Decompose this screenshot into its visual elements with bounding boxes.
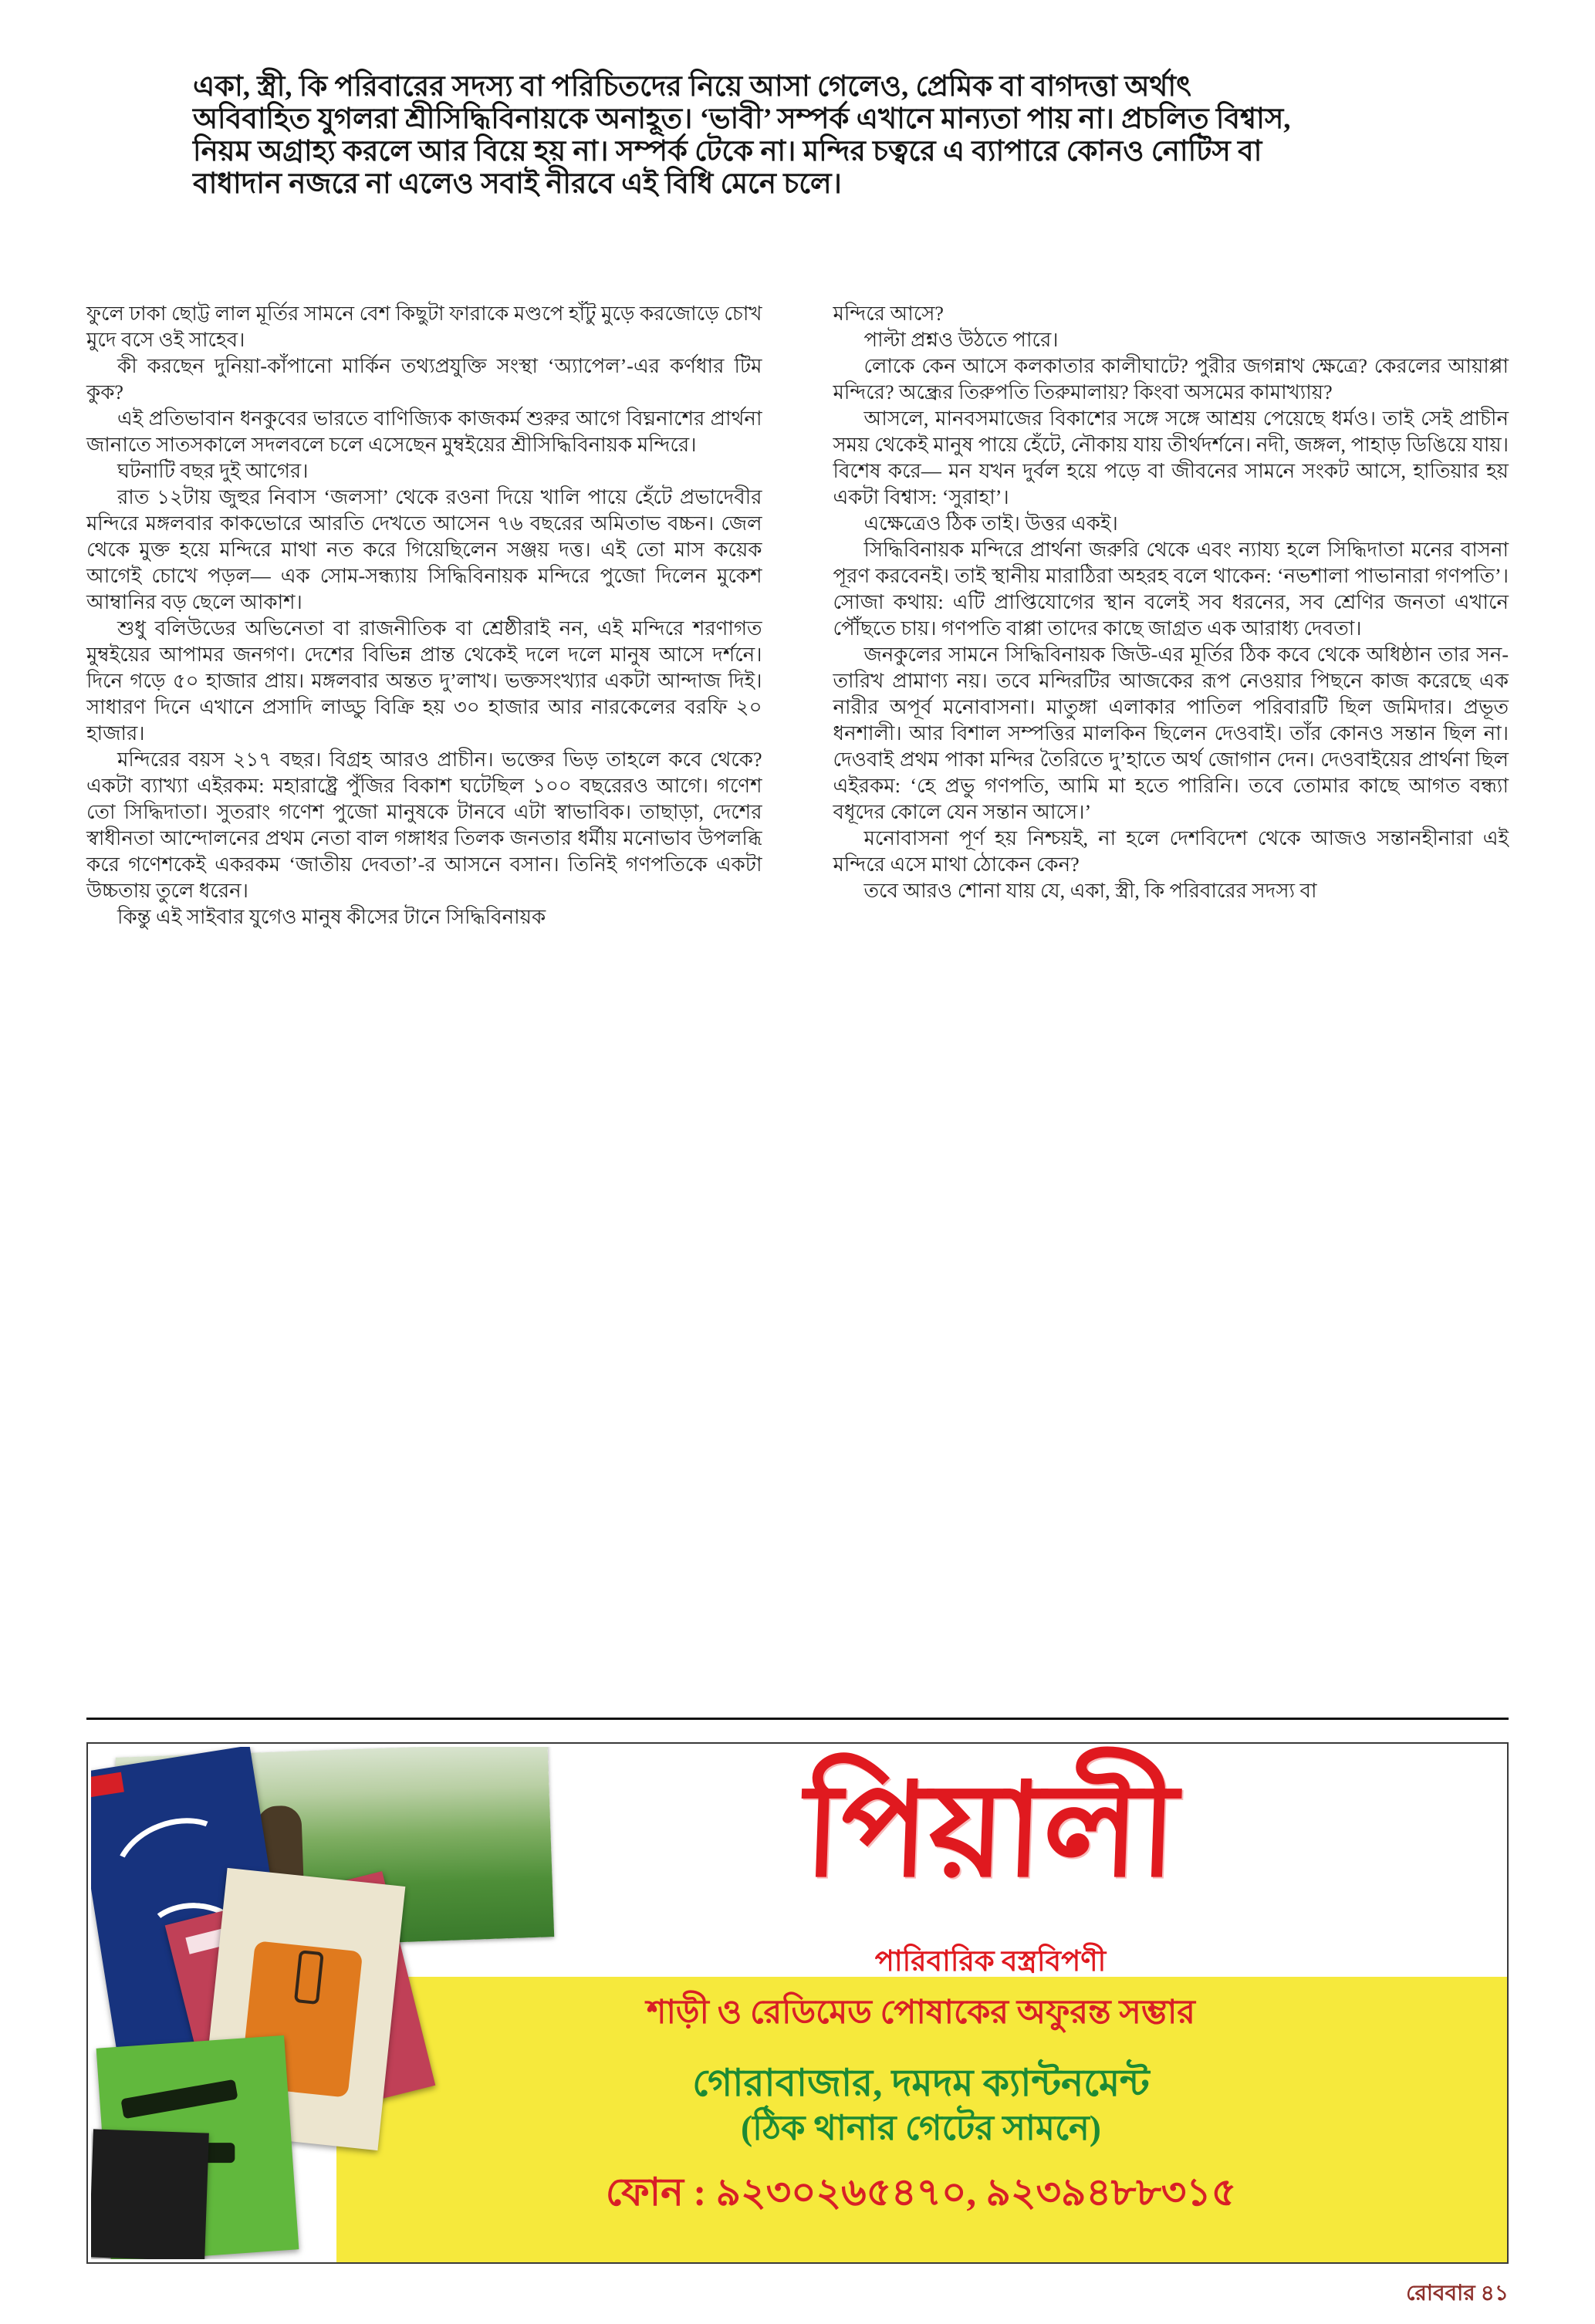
- ad-title: পিয়ালী: [801, 1760, 1180, 1903]
- ad-address-line2: (ঠিক থানার গেটের সামনে): [741, 2109, 1101, 2147]
- article-paragraph: কিন্তু এই সাইবার যুগেও মানুষ কীসের টানে সিদ্ধিবিনায়ক: [117, 906, 546, 928]
- article-paragraph: ফুলে ঢাকা ছোট্ট লাল মূর্তির সামনে বেশ কিছুটা ফারাকে মণ্ডপে হাঁটু মুড়ে করজোড়ে চোখ মুদে বসে ওই সাহেব।: [86, 302, 762, 351]
- book-cover-black: [91, 2129, 209, 2259]
- left-column: [86, 301, 762, 931]
- article-body: [86, 301, 1509, 931]
- article-paragraph: পাল্টা প্রশ্নও উঠতে পারে।: [863, 329, 1059, 351]
- section-divider: [86, 1718, 1509, 1720]
- article-paragraph: জনকুলের সামনে সিদ্ধিবিনায়ক জিউ-এর মূর্তির ঠিক কবে থেকে অধিষ্ঠান তার সন-তারিখ প্রামাণ্য নয়। তবে মন্দিরটির আজকের রূপ নেওয়ার পিছনে কাজ করেছে এক নারীর অপূর্ব মনোবাসনা। মাতুঙ্গা এলাকার পাতিল পরিবারটি ছিল জমিদার। প্রভূত ধনশালী। আর বিশাল সম্পত্তির মালকিন ছিলেন দেওবাই। তাঁর কোনও সন্তান ছিল না। দেওবাই প্রথম পাকা মন্দির তৈরিতে দু’হাতে অর্থ জোগান দেন। দেওবাইয়ের প্রার্থনা ছিল এইরকম: ‘হে প্রভু গণপতি, আমি মা হতে পারিনি। তবে তোমার কাছে আগত বন্ধ্যা বধূদের কোলে যেন সন্তান আসে।’: [833, 643, 1509, 823]
- advertisement: [86, 1742, 1509, 2264]
- cover-brush-stroke: [120, 2079, 238, 2120]
- ad-subtitle: পারিবারিক বস্ত্রবিপণী: [874, 1946, 1107, 1978]
- page-footer-label: রোববার ৪১: [1406, 2282, 1509, 2305]
- article-paragraph: মনোবাসনা পূর্ণ হয় নিশ্চয়ই, না হলে দেশবিদেশ থেকে আজও সন্তানহীনারা এই মন্দিরে এসে মাথা ঠোকেন কেন?: [833, 827, 1509, 876]
- article-paragraph: মন্দিরে আসে?: [833, 302, 944, 325]
- article-paragraph: এই প্রতিভাবান ধনকুবের ভারতে বাণিজ্যিক কাজকর্ম শুরুর আগে বিঘ্ননাশের প্রার্থনা জানাতে সাতসকালে সদলবলে চলে এসেছেন মুম্বইয়ের শ্রীসিদ্ধিবিনায়ক মন্দিরে।: [86, 407, 762, 456]
- article-paragraph: এক্ষেত্রেও ঠিক তাই। উত্তর একই।: [863, 512, 1118, 535]
- article-paragraph: কী করছেন দুনিয়া-কাঁপানো মার্কিন তথ্যপ্রযুক্তি সংস্থা ‘অ্যাপেল’-এর কর্ণধার টিম কুক?: [86, 355, 762, 404]
- article-paragraph: রাত ১২টায় জুহুর নিবাস ‘জলসা’ থেকে রওনা দিয়ে খালি পায়ে হেঁটে প্রভাদেবীর মন্দিরে মঙ্গলবার কাকভোরে আরতি দেখতে আসেন ৭৬ বছরের অমিতাভ বচ্চন। জেল থেকে মুক্ত হয়ে মন্দিরে মাথা নত করে গিয়েছিলেন সঞ্জয় দত্ত। এই তো মাস কয়েক আগেই চোখে পড়ল— এক সোম-সন্ধ্যায় সিদ্ধিবিনায়ক মন্দিরে পুজো দিলেন মুকেশ আম্বানির বড় ছেলে আকাশ।: [86, 486, 762, 613]
- ad-tagline: শাড়ী ও রেডিমেড পোষাকের অফুরন্ত সম্ভার: [647, 1995, 1195, 2031]
- article-paragraph: শুধু বলিউডের অভিনেতা বা রাজনীতিক বা শ্রেষ্ঠীরাই নন, এই মন্দিরে শরণাগত মুম্বইয়ের আপামর জনগণ। দেশের বিভিন্ন প্রান্ত থেকেই দলে দলে মানুষ আসে দর্শনে। দিনে গড়ে ৫০ হাজার প্রায়। মঙ্গলবার অন্তত দু’লাখ। ভক্তসংখ্যার একটা আন্দাজ দিই। সাধারণ দিনে এখানে প্রসাদি লাড্ডু বিক্রি হয় ৩০ হাজার আর নারকেলের বরফি ২০ হাজার।: [86, 617, 762, 745]
- article-paragraph: লোকে কেন আসে কলকাতার কালীঘাটে? পুরীর জগন্নাথ ক্ষেত্রে? কেরলের আয়াপ্পা মন্দিরে? অন্ধ্রের তিরুপতি তিরুমালায়? কিংবা অসমের কামাখ্যায়?: [833, 355, 1509, 404]
- article-paragraph: মন্দিরের বয়স ২১৭ বছর। বিগ্রহ আরও প্রাচীন। ভক্তের ভিড় তাহলে কবে থেকে? একটা ব্যাখ্যা এইরকম: মহারাষ্ট্রে পুঁজির বিকাশ ঘটেছিল ১০০ বছরেরও আগে। গণেশ তো সিদ্ধিদাতা। সুতরাং গণেশ পুজো মানুষকে টানবে এটা স্বাভাবিক। তাছাড়া, দেশের স্বাধীনতা আন্দোলনের প্রথম নেতা বাল গঙ্গাধর তিলক জনতার ধর্মীয় মনোভাব উপলব্ধি করে গণেশকেই একরকম ‘জাতীয় দেবতা’-র আসনে বসান। তিনিই গণপতিকে একটা উচ্চতায় তুলে ধরেন।: [86, 748, 762, 902]
- ad-address-line1: গোরাবাজার, দমদম ক্যান্টনমেন্ট: [692, 2062, 1150, 2104]
- ad-phone-number: ফোন : ৯২৩০২৬৫৪৭০, ৯২৩৯৪৮৮৩১৫: [605, 2170, 1237, 2214]
- article-paragraph: ঘটনাটি বছর দুই আগের।: [117, 460, 309, 482]
- article-paragraph: সিদ্ধিবিনায়ক মন্দিরে প্রার্থনা জরুরি থেকে এবং ন্যায্য হলে সিদ্ধিদাতা মনের বাসনা পূরণ করবেনই। তাই স্থানীয় মারাঠিরা অহরহ বলে থাকেন: ‘নভশালা পাভানারা গণপতি’। সোজা কথায়: এটি প্রাপ্তিযোগের স্থান বলেই সব ধরনের, সব শ্রেণির জনতা এখানে পৌঁছতে চায়। গণপতি বাপ্পা তাদের কাছে জাগ্রত এক আরাধ্য দেবতা।: [833, 539, 1509, 640]
- publisher-logo-icon: [91, 1772, 124, 1799]
- article-paragraph: তবে আরও শোনা যায় যে, একা, স্ত্রী, কি পরিবারের সদস্য বা: [863, 880, 1317, 902]
- article-paragraph: আসলে, মানবসমাজের বিকাশের সঙ্গে সঙ্গে আশ্রয় পেয়েছে ধর্মও। তাই সেই প্রাচীন সময় থেকেই মানুষ পায়ে হেঁটে, নৌকায় যায় তীর্থদর্শনে। নদী, জঙ্গল, পাহাড় ডিঙিয়ে যায়। বিশেষ করে— মন যখন দুর্বল হয়ে পড়ে বা জীবনের সামনে সংকট আসে, হাতিয়ার হয় একটা বিশ্বাস: ‘সুরাহা’।: [833, 407, 1509, 508]
- right-column: [833, 301, 1509, 931]
- intro-paragraph: একা, স্ত্রী, কি পরিবারের সদস্য বা পরিচিতদের নিয়ে আসা গেলেও, প্রেমিক বা বাগদত্তা অর্থাৎ অবিবাহিত যুগলরা শ্রীসিদ্ধিবিনায়কে অনাহূত। ‘ভাবী’ সম্পর্ক এখানে মান্যতা পায় না। প্রচলিত বিশ্বাস, নিয়ম অগ্রাহ্য করলে আর বিয়ে হয় না। সম্পর্ক টেকে না। মন্দির চত্বরে এ ব্যাপারে কোনও নোটিস বা বাধাদান নজরে না এলেও সবাই নীরবে এই বিধি মেনে চলে।: [193, 71, 1291, 200]
